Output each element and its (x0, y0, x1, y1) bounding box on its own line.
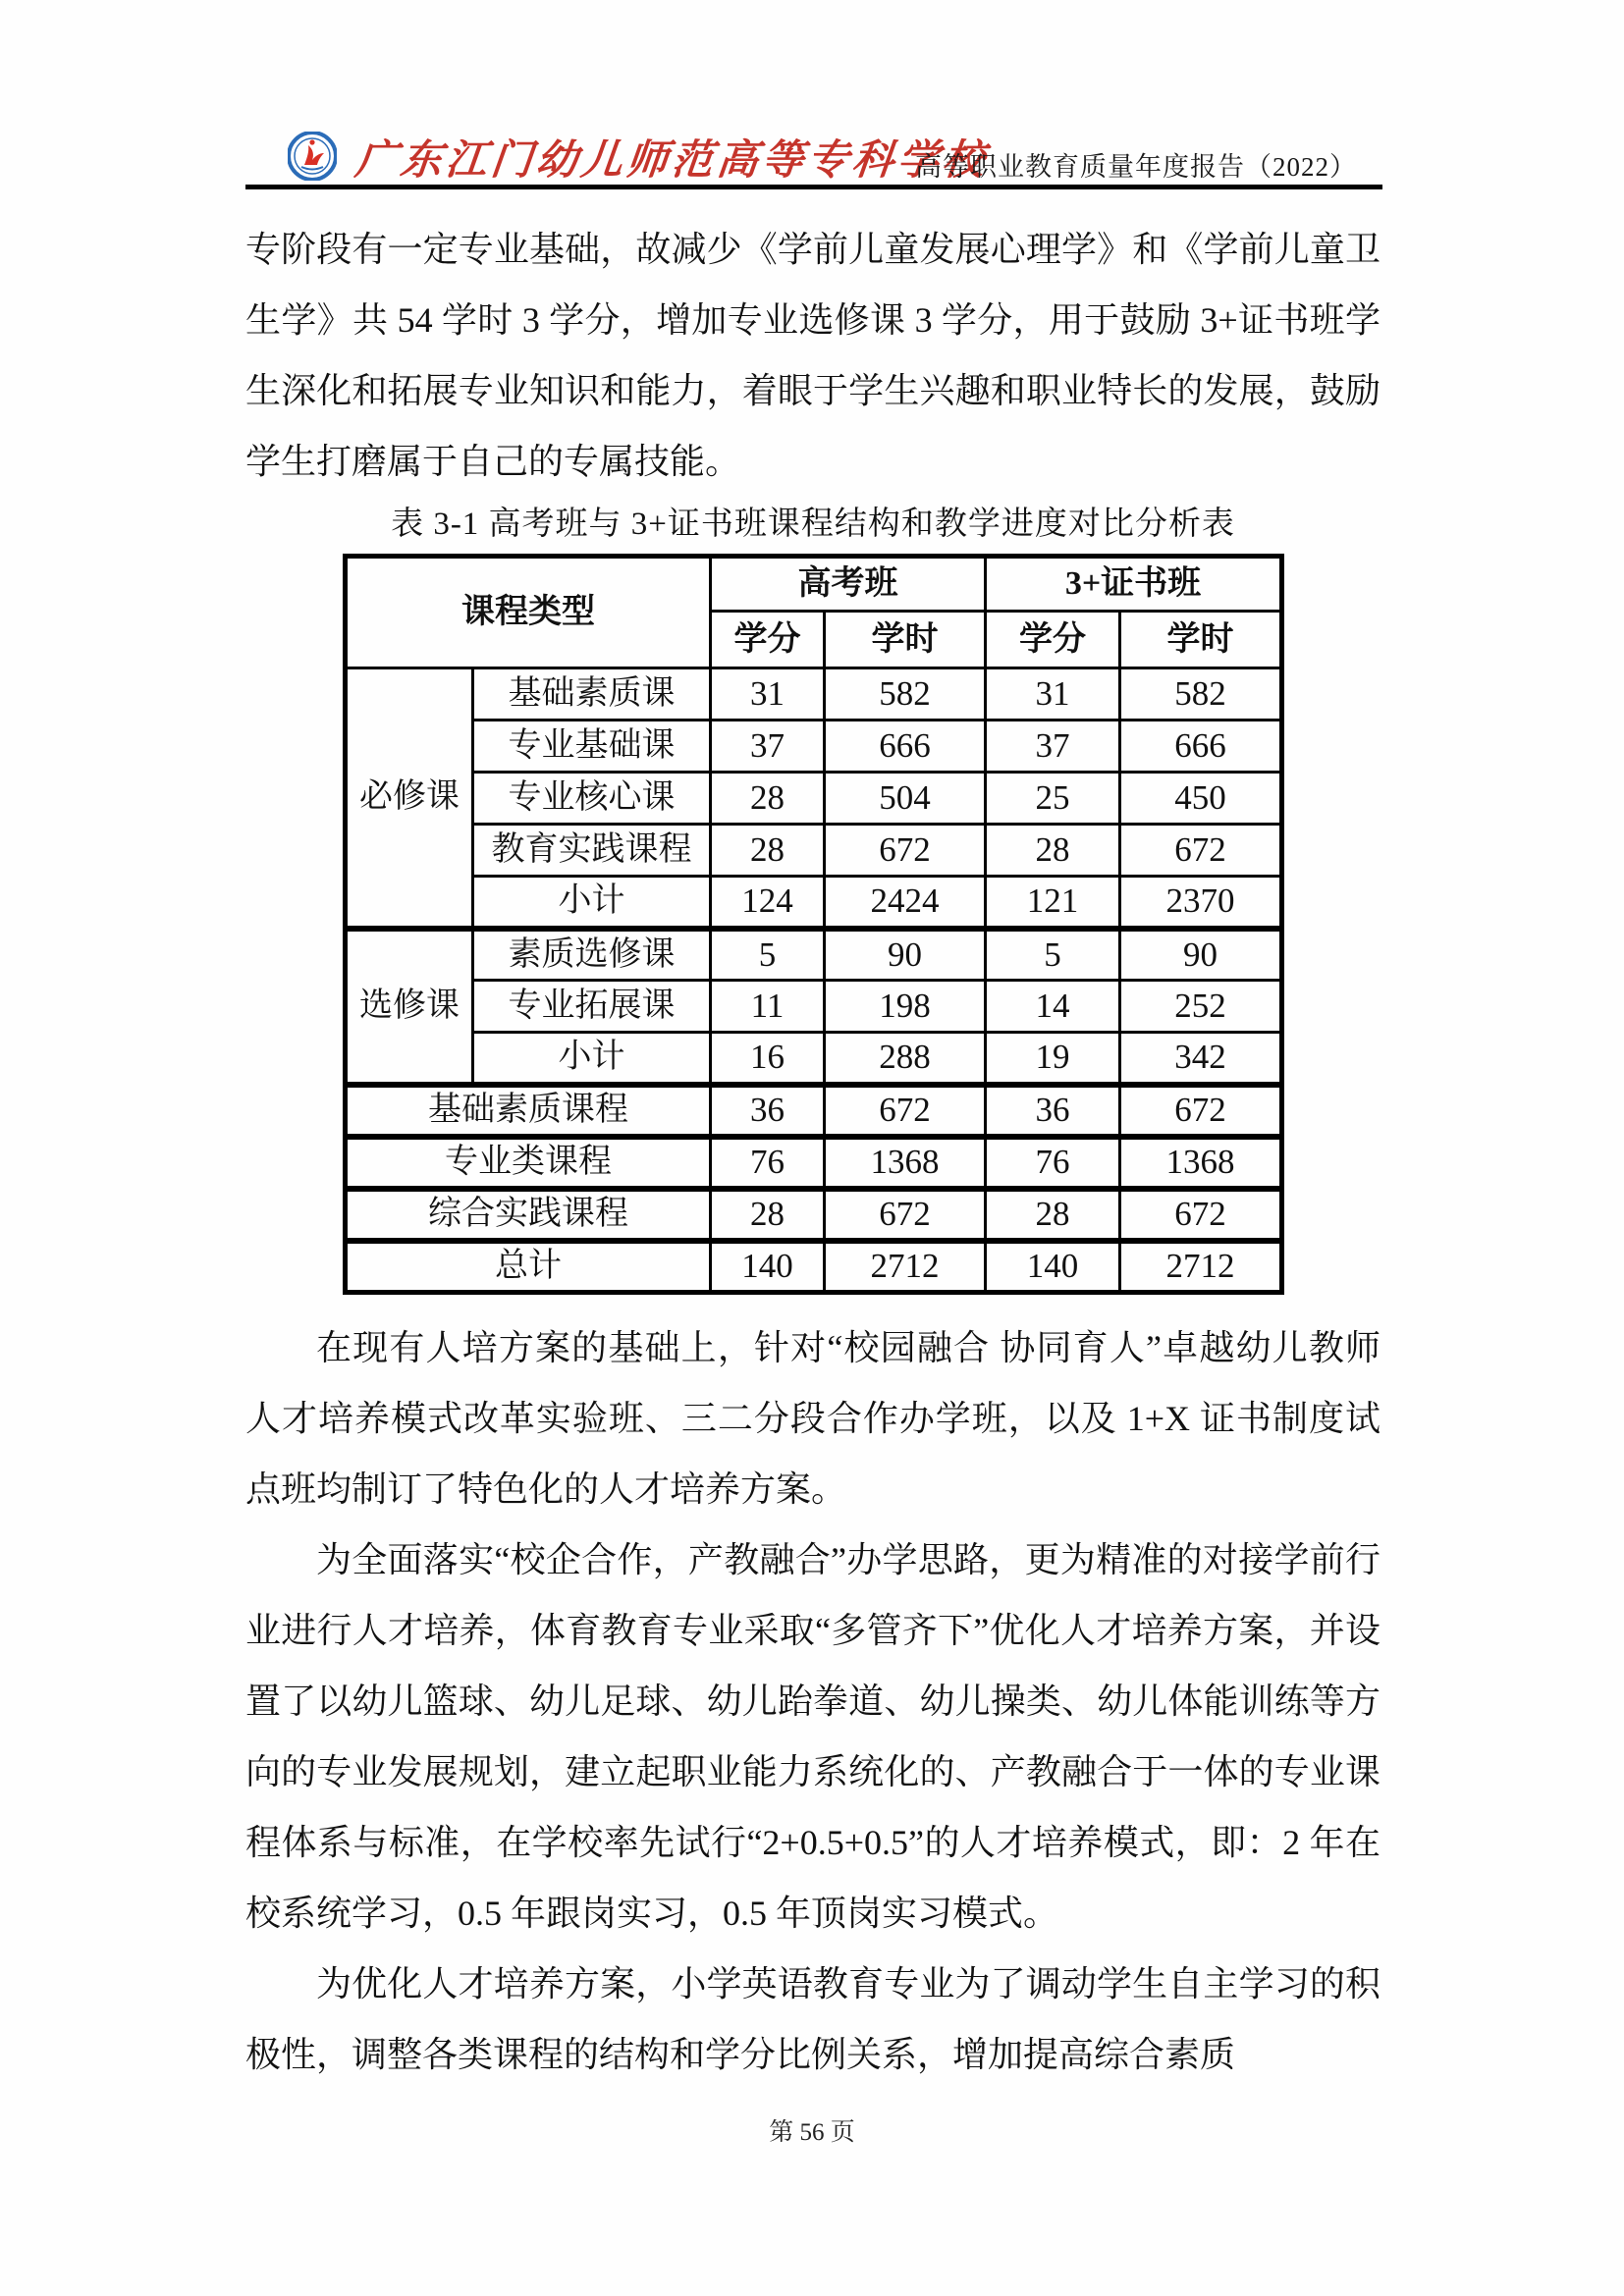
header-hours: 学时 (825, 612, 986, 668)
credits-cell: 124 (711, 877, 825, 929)
course-structure-table (343, 554, 1284, 1295)
hours-cell: 2712 (1120, 1241, 1282, 1293)
paragraph: 专阶段有一定专业基础，故减少《学前儿童发展心理学》和《学前儿童卫生学》共 54 学时 3 学分，增加专业选修课 3 学分，用于鼓励 3+证书班学生深化和拓展专业知识和能力，着眼于学生兴趣和职业特长的发展，鼓励学生打磨属于自己的专属技能。 (245, 230, 1380, 481)
hours-cell: 582 (1120, 668, 1282, 721)
table-row-summary (346, 1137, 1282, 1189)
report-title: 高等职业教育质量年度报告（2022） (915, 152, 1357, 182)
course-name-cell: 专业类课程 (346, 1137, 711, 1189)
credits-cell: 28 (711, 1189, 825, 1241)
paragraph: 为全面落实“校企合作，产教融合”办学思路，更为精准的对接学前行业进行人才培养，体育教育专业采取“多管齐下”优化人才培养方案，并设置了以幼儿篮球、幼儿足球、幼儿跆拳道、幼儿操类、幼儿体能训练等方向的专业发展规划，建立起职业能力系统化的、产教融合于一体的专业课程体系与标准，在学校率先试行“2+0.5+0.5”的人才培养模式，即：2 年在校系统学习，0.5 年跟岗实习，0.5 年顶岗实习模式。 (245, 1540, 1380, 1933)
credits-cell: 28 (711, 773, 825, 825)
hours-cell: 2712 (825, 1241, 986, 1293)
hours-cell: 672 (1120, 825, 1282, 877)
header-gaokao-class: 高考班 (711, 557, 986, 612)
course-name-cell: 总计 (346, 1241, 711, 1293)
table-row-total (346, 1241, 1282, 1293)
hours-cell: 666 (825, 721, 986, 773)
course-name-cell: 基础素质课 (473, 668, 711, 721)
credits-cell: 140 (986, 1241, 1120, 1293)
credits-cell: 121 (986, 877, 1120, 929)
credits-cell: 140 (711, 1241, 825, 1293)
credits-cell: 28 (986, 825, 1120, 877)
table-row (346, 773, 1282, 825)
credits-cell: 36 (986, 1085, 1120, 1137)
credits-cell: 14 (986, 981, 1120, 1033)
hours-cell: 504 (825, 773, 986, 825)
hours-cell: 672 (825, 1085, 986, 1137)
page-number: 第 56 页 (769, 2119, 855, 2146)
table-row-subtotal (346, 1033, 1282, 1085)
hours-cell: 90 (1120, 929, 1282, 981)
credits-cell: 37 (986, 721, 1120, 773)
credits-cell: 76 (711, 1137, 825, 1189)
credits-cell: 5 (711, 929, 825, 981)
header-cert-class: 3+证书班 (986, 557, 1282, 612)
course-name-cell: 小计 (473, 1033, 711, 1085)
page-body (245, 214, 1380, 2090)
credits-cell: 11 (711, 981, 825, 1033)
hours-cell: 252 (1120, 981, 1282, 1033)
credits-cell: 36 (711, 1085, 825, 1137)
hours-cell: 666 (1120, 721, 1282, 773)
paragraph: 在现有人培方案的基础上，针对“校园融合 协同育人”卓越幼儿教师人才培养模式改革实验班、三二分段合作办学班，以及 1+X 证书制度试点班均制订了特色化的人才培养方案。 (245, 1328, 1380, 1509)
course-name-cell: 基础素质课程 (346, 1085, 711, 1137)
course-group-cell: 选修课 (346, 929, 473, 1085)
credits-cell: 37 (711, 721, 825, 773)
hours-cell: 582 (825, 668, 986, 721)
course-group-cell: 必修课 (346, 668, 473, 929)
hours-cell: 2424 (825, 877, 986, 929)
hours-cell: 450 (1120, 773, 1282, 825)
course-name-cell: 素质选修课 (473, 929, 711, 981)
course-name-cell: 专业基础课 (473, 721, 711, 773)
credits-cell: 5 (986, 929, 1120, 981)
header-credits: 学分 (986, 612, 1120, 668)
course-name-cell: 专业拓展课 (473, 981, 711, 1033)
hours-cell: 672 (1120, 1189, 1282, 1241)
hours-cell: 342 (1120, 1033, 1282, 1085)
table-row (346, 825, 1282, 877)
course-name-cell: 小计 (473, 877, 711, 929)
table-row-subtotal (346, 877, 1282, 929)
paragraph: 为优化人才培养方案，小学英语教育专业为了调动学生自主学习的积极性，调整各类课程的结构和学分比例关系，增加提高综合素质 (245, 1964, 1380, 2074)
header-hours: 学时 (1120, 612, 1282, 668)
credits-cell: 31 (986, 668, 1120, 721)
header-divider (245, 185, 1382, 189)
table-row (346, 929, 1282, 981)
hours-cell: 198 (825, 981, 986, 1033)
course-name-cell: 专业核心课 (473, 773, 711, 825)
credits-cell: 28 (711, 825, 825, 877)
table-row-summary (346, 1085, 1282, 1137)
hours-cell: 672 (825, 1189, 986, 1241)
table-caption: 表 3-1 高考班与 3+证书班课程结构和教学进度对比分析表 (391, 507, 1235, 542)
hours-cell: 1368 (1120, 1137, 1282, 1189)
header-course-type: 课程类型 (346, 557, 711, 668)
table-row (346, 721, 1282, 773)
credits-cell: 25 (986, 773, 1120, 825)
table-row (346, 668, 1282, 721)
hours-cell: 672 (825, 825, 986, 877)
credits-cell: 19 (986, 1033, 1120, 1085)
table-row-summary (346, 1189, 1282, 1241)
credits-cell: 31 (711, 668, 825, 721)
credits-cell: 76 (986, 1137, 1120, 1189)
school-seal-icon (288, 132, 337, 181)
table-header-row (346, 557, 1282, 612)
hours-cell: 672 (1120, 1085, 1282, 1137)
credits-cell: 28 (986, 1189, 1120, 1241)
header-credits: 学分 (711, 612, 825, 668)
course-name-cell: 综合实践课程 (346, 1189, 711, 1241)
hours-cell: 288 (825, 1033, 986, 1085)
hours-cell: 90 (825, 929, 986, 981)
hours-cell: 2370 (1120, 877, 1282, 929)
school-name-calligraphy: 广东江门幼儿师范高等专科学校 (352, 138, 991, 184)
course-name-cell: 教育实践课程 (473, 825, 711, 877)
hours-cell: 1368 (825, 1137, 986, 1189)
table-row (346, 981, 1282, 1033)
credits-cell: 16 (711, 1033, 825, 1085)
